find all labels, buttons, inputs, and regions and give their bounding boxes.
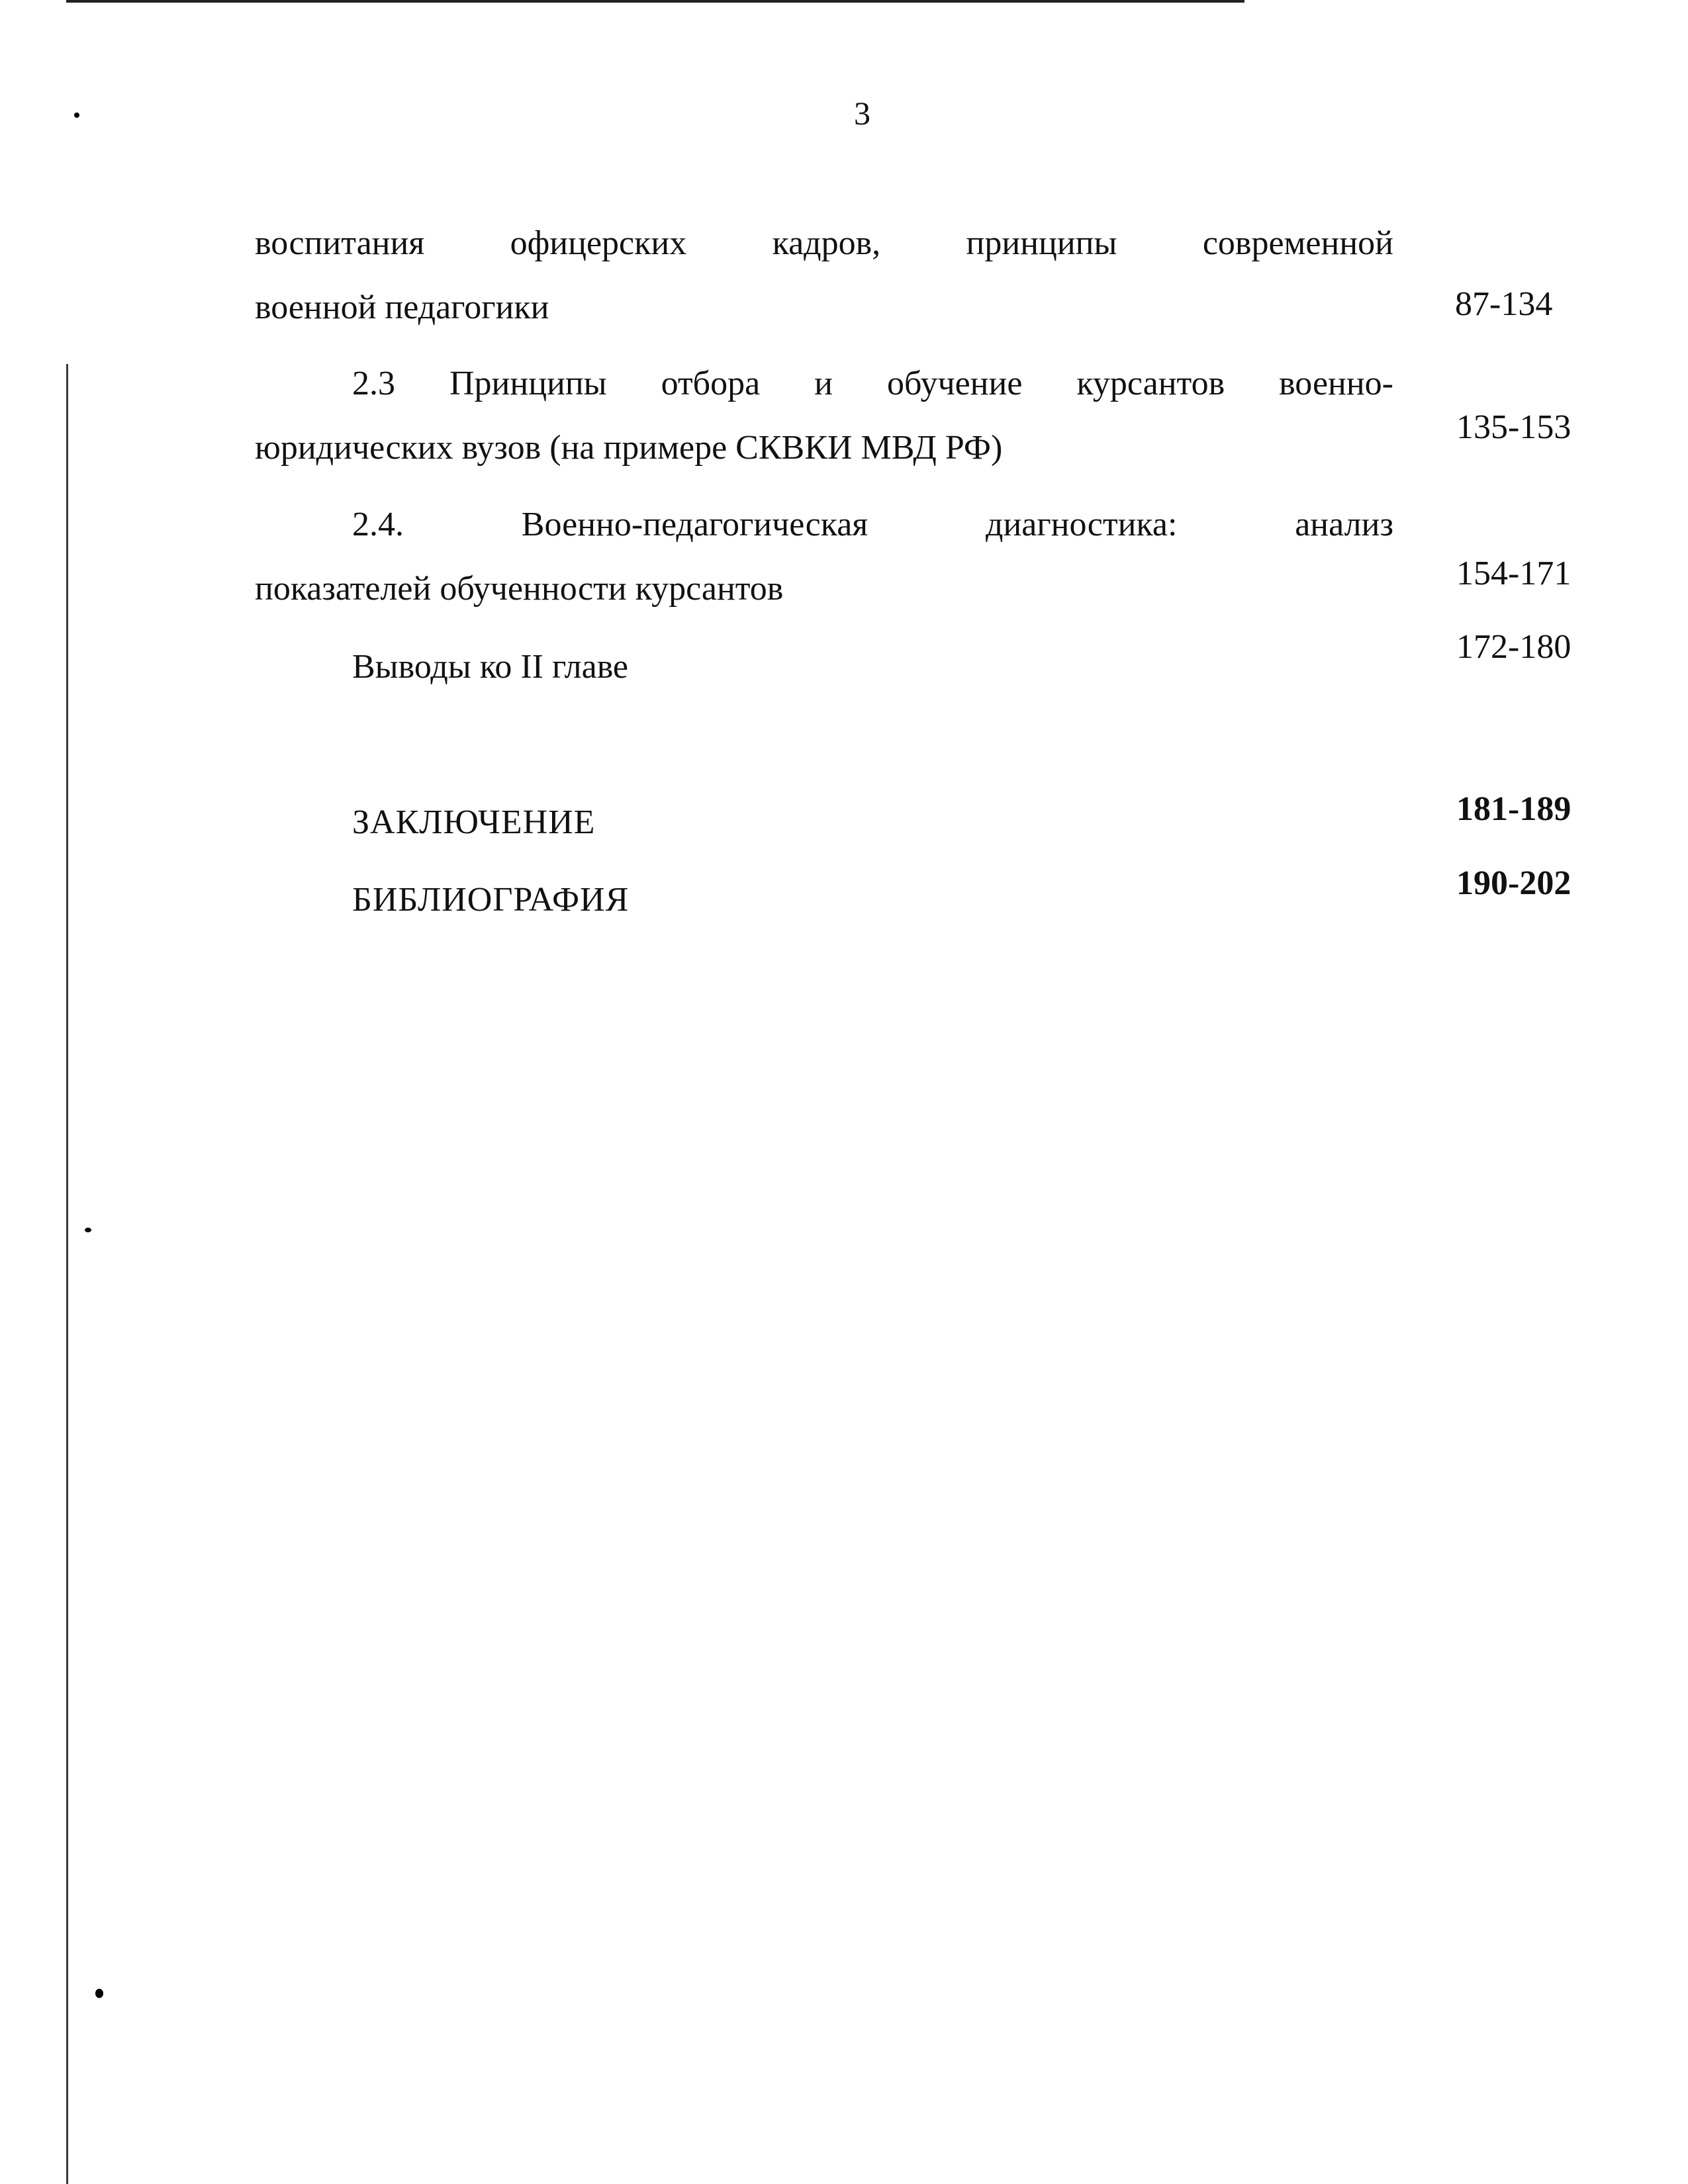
toc-entry-4-pages: 172-180 — [1456, 628, 1571, 666]
page-number: 3 — [854, 95, 870, 132]
toc-entry-1-pages: 87-134 — [1455, 285, 1553, 323]
toc-conclusion-label: ЗАКЛЮЧЕНИЕ — [352, 803, 596, 841]
toc-entry-2-pages: 135-153 — [1456, 408, 1571, 446]
toc-entry-1-line-2: военной педагогики — [255, 289, 549, 326]
scan-speck — [95, 1989, 103, 1998]
toc-entry-4-label: Выводы ко II главе — [352, 648, 629, 686]
toc-entry-3-pages: 154-171 — [1456, 555, 1571, 592]
left-margin-line — [66, 364, 68, 2184]
toc-bibliography-pages: 190-202 — [1456, 864, 1571, 902]
toc-bibliography-label: БИБЛИОГРАФИЯ — [352, 881, 630, 919]
toc-entry-2-line-2: юридических вузов (на примере СКВКИ МВД РФ) — [255, 429, 1003, 467]
toc-entry-3-line-1: 2.4. Военно-педагогическая диагностика: анализ — [352, 506, 1393, 543]
toc-entry-2-line-1: 2.3 Принципы отбора и обучение курсантов военно- — [352, 365, 1393, 402]
toc-entry-3-line-2: показателей обученности курсантов — [255, 570, 784, 608]
scan-speck — [85, 1228, 91, 1232]
top-rule — [66, 0, 1244, 3]
toc-conclusion-pages: 181-189 — [1456, 790, 1571, 828]
scan-speck — [74, 113, 79, 118]
toc-entry-1-line-1: воспитания офицерских кадров, принципы современной — [255, 224, 1393, 262]
